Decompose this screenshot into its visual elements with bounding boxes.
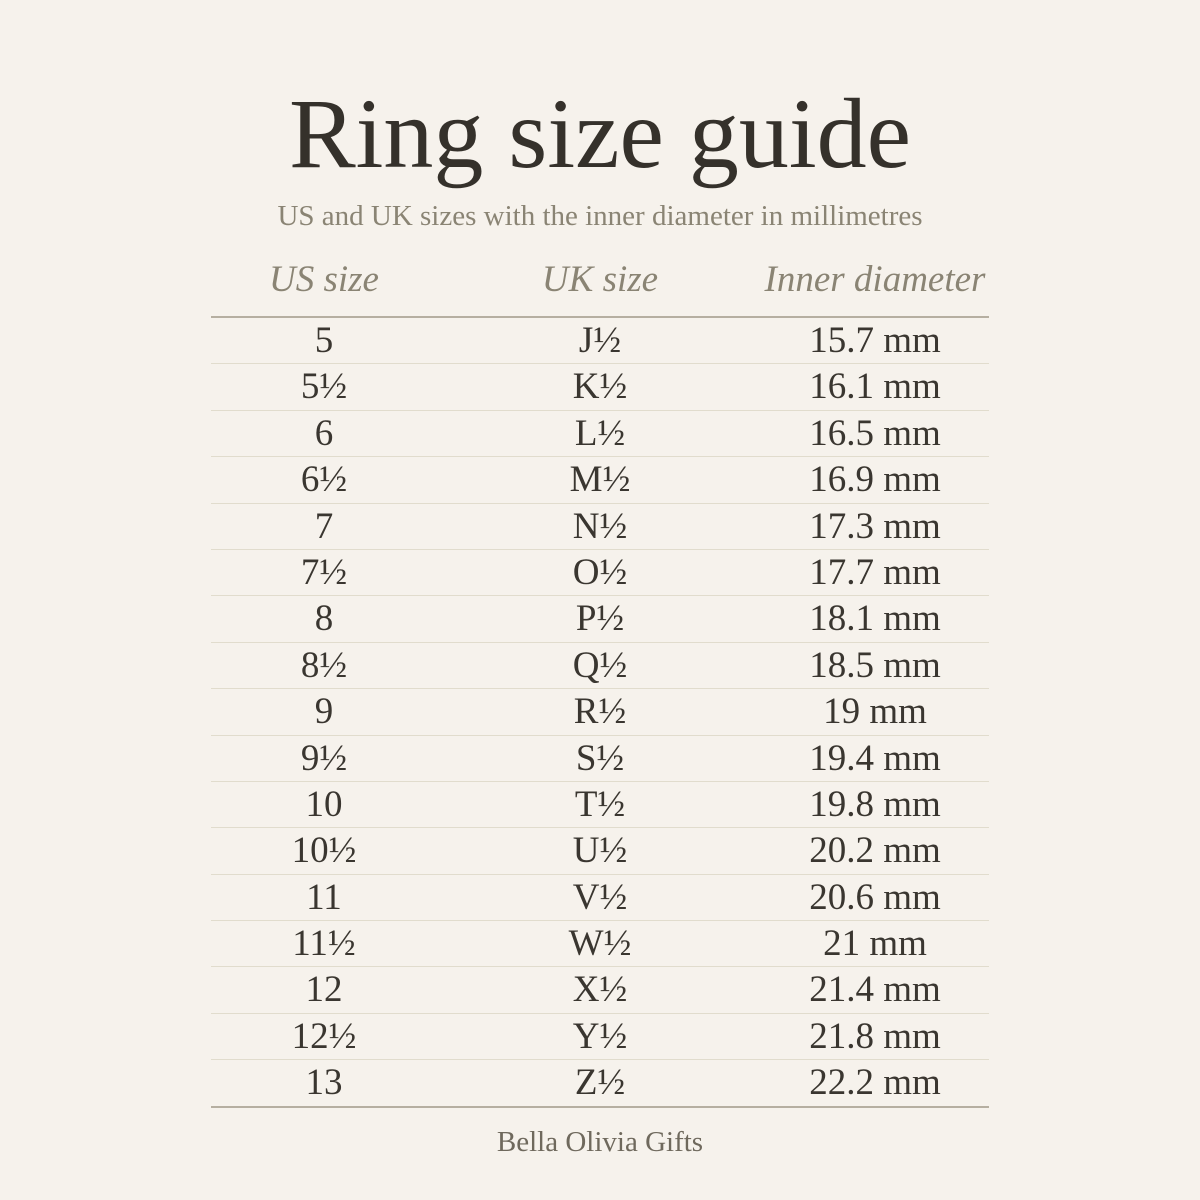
us-size-cell: 7½ <box>300 551 348 593</box>
uk-size-cell: J½ <box>578 320 622 361</box>
uk-size-cell: P½ <box>575 598 625 640</box>
us-size-cell: 5½ <box>300 366 348 408</box>
page-title: Ring size guide <box>288 78 912 189</box>
table-header-row <box>211 250 989 318</box>
inner-diameter-cell: 19.8 mm <box>809 783 941 825</box>
us-size-cell: 9½ <box>300 737 348 779</box>
inner-diameter-cell: 16.9 mm <box>809 459 941 501</box>
uk-size-cell: T½ <box>574 783 626 825</box>
inner-diameter-cell: 17.7 mm <box>809 551 941 593</box>
table-row <box>211 504 989 550</box>
us-size-cell: 7 <box>314 505 334 547</box>
uk-size-cell: L½ <box>574 412 626 454</box>
inner-diameter-cell: 19.4 mm <box>809 737 941 779</box>
inner-diameter-cell: 15.7 mm <box>809 320 941 361</box>
inner-diameter-cell: 20.2 mm <box>809 830 941 872</box>
table-row <box>211 1014 989 1060</box>
column-header-uk-size: UK size <box>541 259 659 300</box>
inner-diameter-cell: 16.5 mm <box>809 412 941 454</box>
us-size-cell: 12½ <box>291 1015 357 1057</box>
inner-diameter-cell: 21.4 mm <box>809 969 941 1011</box>
table-row <box>211 921 989 967</box>
table-row <box>211 364 989 410</box>
uk-size-cell: S½ <box>575 737 625 779</box>
table-row <box>211 875 989 921</box>
uk-size-cell: N½ <box>572 505 628 547</box>
table-row <box>211 782 989 828</box>
uk-size-cell: O½ <box>572 551 628 593</box>
inner-diameter-cell: 21.8 mm <box>809 1015 941 1057</box>
uk-size-cell: R½ <box>573 691 627 733</box>
us-size-cell: 9 <box>314 691 334 733</box>
us-size-cell: 5 <box>314 320 334 361</box>
table-row <box>211 736 989 782</box>
us-size-cell: 10 <box>305 783 343 825</box>
inner-diameter-cell: 20.6 mm <box>809 876 941 918</box>
table-row <box>211 596 989 642</box>
uk-size-cell: V½ <box>572 876 628 918</box>
size-table <box>211 250 989 1108</box>
column-header-us-size: US size <box>269 259 379 300</box>
table-row <box>211 828 989 874</box>
us-size-cell: 8½ <box>300 644 348 686</box>
uk-size-cell: Z½ <box>574 1062 626 1104</box>
us-size-cell: 12 <box>305 969 343 1011</box>
inner-diameter-cell: 16.1 mm <box>809 366 941 408</box>
inner-diameter-cell: 19 mm <box>823 691 927 733</box>
inner-diameter-cell: 17.3 mm <box>809 505 941 547</box>
page-subtitle: US and UK sizes with the inner diameter in millimetres <box>277 200 923 232</box>
uk-size-cell: U½ <box>572 830 628 872</box>
inner-diameter-cell: 18.5 mm <box>809 644 941 686</box>
uk-size-cell: Q½ <box>572 644 628 686</box>
us-size-cell: 11 <box>306 876 342 918</box>
table-row <box>211 318 989 364</box>
inner-diameter-cell: 18.1 mm <box>809 598 941 640</box>
us-size-cell: 8 <box>314 598 334 640</box>
uk-size-cell: X½ <box>572 969 628 1011</box>
inner-diameter-cell: 21 mm <box>823 923 927 965</box>
table-row <box>211 643 989 689</box>
uk-size-cell: M½ <box>569 459 631 501</box>
brand-footer: Bella Olivia Gifts <box>496 1126 704 1158</box>
us-size-cell: 6½ <box>300 459 348 501</box>
table-row <box>211 411 989 457</box>
us-size-cell: 11½ <box>292 923 356 965</box>
uk-size-cell: Y½ <box>572 1015 628 1057</box>
inner-diameter-cell: 22.2 mm <box>809 1062 941 1104</box>
table-body <box>211 318 989 1108</box>
table-row <box>211 689 989 735</box>
us-size-cell: 13 <box>305 1062 343 1104</box>
column-header-inner-diameter: Inner diameter <box>764 259 986 300</box>
table-row <box>211 967 989 1013</box>
us-size-cell: 6 <box>314 412 334 454</box>
table-row <box>211 1060 989 1107</box>
table-row <box>211 550 989 596</box>
table-row <box>211 457 989 503</box>
uk-size-cell: W½ <box>568 923 632 965</box>
uk-size-cell: K½ <box>572 366 628 408</box>
us-size-cell: 10½ <box>291 830 357 872</box>
